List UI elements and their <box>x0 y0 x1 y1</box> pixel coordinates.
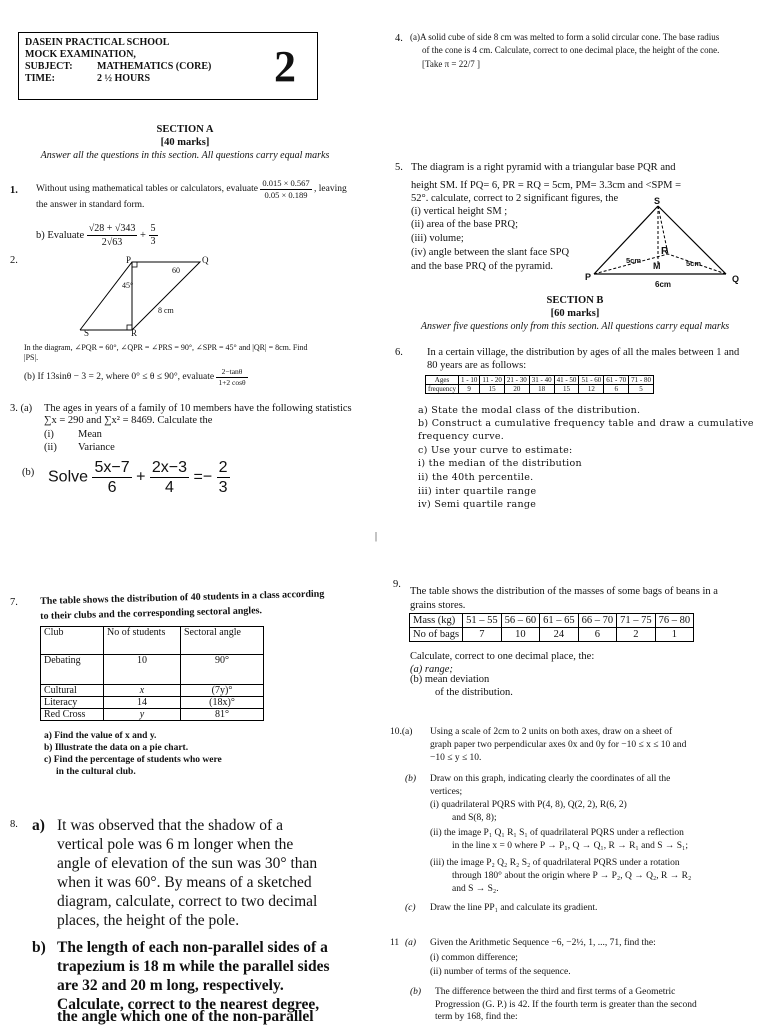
q4-text3: [Take π = 22/7 ] <box>422 59 480 69</box>
q2-label-r: R <box>131 328 138 338</box>
q6-cell: 15 <box>480 385 505 394</box>
q3-i-text: Mean <box>78 429 102 440</box>
q10-biii3: and S → S₂. <box>452 884 499 894</box>
q11-number: 11 <box>390 938 400 948</box>
q6-cell: 1 - 10 <box>458 376 479 385</box>
q6-cell: 11 - 20 <box>480 376 505 385</box>
q3b-frac3 <box>217 458 230 497</box>
q3b-frac2 <box>150 458 189 497</box>
section-a-instruction: Answer all the questions in this section. All questions carry equal marks <box>40 150 330 161</box>
q6-cell: Ages <box>426 376 459 385</box>
q3b-frac2-num: 2x−3 <box>151 459 188 476</box>
q7-text2: to their clubs and the corresponding sectoral angles. <box>40 605 263 622</box>
q5-label-5cm-left: 5cm <box>626 256 642 265</box>
q4-text1: (a)A solid cube of side 8 cm was melted to form a solid circular cone. The base radius <box>410 32 720 42</box>
q5-label-6cm: 6cm <box>655 280 672 289</box>
q6-cell: 21 - 30 <box>504 376 529 385</box>
q5-iii: (iii) volume; <box>411 233 464 244</box>
q10-a2: graph paper two perpendicular axes 0x and 0y for −10 ≤ x ≤ 10 and <box>430 740 687 750</box>
q5-text3: 52°. calculate, correct to 2 significant figures, the <box>411 193 619 204</box>
q2b <box>24 367 248 388</box>
q6-table-row-ages <box>426 376 654 385</box>
q1a-text <box>36 178 347 201</box>
q9-a: (a) range; <box>410 664 453 675</box>
q11-aii: (ii) number of terms of the sequence. <box>430 967 571 977</box>
q2b-text: (b) If 13sinθ − 3 = 2, where 0° ≤ θ ≤ 90°, evaluate <box>24 372 215 382</box>
q6-text2: 80 years are as follows: <box>427 360 527 371</box>
q5-label-m: M <box>653 261 661 271</box>
q9-text3: Calculate, correct to one decimal place, the: <box>410 651 595 662</box>
q4-text2: of the cone is 4 cm. Calculate, correct to one decimal place, the height of the cone. <box>422 45 720 55</box>
q5-number: 5. <box>395 162 403 173</box>
q7-cell: Debating <box>41 655 104 685</box>
q7-cell: (18x)° <box>181 697 264 709</box>
q11-b-label: (b) <box>410 987 422 997</box>
q8-a6: places, the height of the pole. <box>57 912 240 929</box>
q1a-denominator: 0.05 × 0.189 <box>264 190 308 200</box>
q5-text2: height SM. If PQ= 6, PR = RQ = 5cm, PM= 3.3cm and <SPM = <box>411 180 682 191</box>
q9-mass-table <box>409 613 694 642</box>
q6-cell: 41 - 50 <box>554 376 579 385</box>
q5-text1: The diagram is a right pyramid with a triangular base PQR and <box>411 162 676 173</box>
q6-a: a) State the modal class of the distribution. <box>418 405 641 416</box>
q1a-text2: the answer in standard form. <box>36 200 145 210</box>
q7-number: 7. <box>10 597 18 608</box>
q6-ciii: iii) inter quartile range <box>418 486 537 497</box>
q2-side-8cm: 8 cm <box>158 306 174 315</box>
q9-text1: The table shows the distribution of the masses of some bags of beans in a <box>410 586 718 597</box>
q5-label-q: Q <box>732 274 740 284</box>
q9-cell: 61 – 65 <box>540 614 579 628</box>
q7-header-row <box>41 627 264 655</box>
q6-cell: 5 <box>629 385 654 394</box>
q8-b4: Calculate, correct to the nearest degree, <box>57 996 320 1013</box>
q6-ci: i) the median of the distribution <box>418 458 582 469</box>
q3-ii-text: Variance <box>78 442 115 453</box>
q6-number: 6. <box>395 347 403 358</box>
q2b-denominator: 1+2 cosθ <box>218 378 246 387</box>
q5-label-r: R <box>661 246 669 257</box>
q2a-text2: |PS|. <box>24 353 39 362</box>
q6-cell: 6 <box>604 385 629 394</box>
q11-b2: Progression (G. P.) is 42. If the fourth term is greater than the second <box>435 1000 697 1010</box>
q10-c: Draw the line PP₁ and calculate its gradient. <box>430 903 598 913</box>
q8-a4: when it was 60°. By means of a sketched <box>57 874 312 891</box>
q2b-fraction <box>216 367 247 388</box>
q3b-equation <box>48 458 230 497</box>
paper-number: 2 <box>274 42 296 91</box>
q1b-denominator: 2√63 <box>101 237 123 248</box>
subject-value: MATHEMATICS (CORE) <box>97 61 212 72</box>
q7-club-table <box>40 626 264 721</box>
q9-cell: 7 <box>463 628 502 642</box>
q9-cell: 1 <box>655 628 694 642</box>
time-value: 2 ½ HOURS <box>97 73 151 84</box>
q9-cell: 2 <box>617 628 656 642</box>
q3-ii: (ii) <box>44 442 57 453</box>
q8-b5: the angle which one of the non-parallel <box>57 1008 314 1025</box>
q1b-label: b) Evaluate <box>36 230 85 241</box>
q8-b1: The length of each non-parallel sides of a <box>57 939 328 956</box>
q7-cell: x <box>104 685 181 697</box>
q5-label-p: P <box>585 272 592 282</box>
q3b-plus: + <box>136 468 146 486</box>
q9-text2: grains stores. <box>410 600 466 611</box>
q1-number: 1. <box>10 185 18 196</box>
q10-c-label: (c) <box>405 903 416 913</box>
q6-cell: 9 <box>458 385 479 394</box>
q6-civ: iv) Semi quartile range <box>418 499 537 510</box>
q6-cell: 20 <box>504 385 529 394</box>
q9-cell: 51 – 55 <box>463 614 502 628</box>
q1b-plus: + <box>139 230 146 241</box>
q6-c: c) Use your curve to estimate: <box>418 445 573 456</box>
q8-a2: vertical pole was 6 m longer when the <box>57 836 294 853</box>
q10-bi1: (i) quadrilateral PQRS with P(4, 8), Q(2, 2), R(6, 2) <box>430 800 627 810</box>
q9-cell: 6 <box>578 628 617 642</box>
q3b-frac3-num: 2 <box>218 459 228 476</box>
q6-b2: frequency curve. <box>418 431 505 442</box>
q9-b: (b) mean deviation <box>410 674 490 685</box>
q5-i: (i) vertical height SM ; <box>411 206 508 217</box>
q6-cell: 61 - 70 <box>604 376 629 385</box>
q3b-frac1-num: 5x−7 <box>94 459 130 476</box>
q7-c1: c) Find the percentage of students who were <box>44 755 222 765</box>
q7-cell: (7y)° <box>181 685 264 697</box>
q8-a3: angle of elevation of the sun was 30° than <box>57 855 318 872</box>
q3b-frac3-den: 3 <box>218 479 228 496</box>
section-b-title: SECTION B <box>546 295 604 306</box>
q10-bii1: (ii) the image P₁ Q₁ R₁ S₁ of quadrilateral PQRS under a reflection <box>430 828 684 838</box>
q6-b1: b) Construct a cumulative frequency table and draw a cumulative <box>418 418 754 429</box>
q9-cell: 76 – 80 <box>655 614 694 628</box>
q6-cell: 71 - 80 <box>629 376 654 385</box>
q5-pyramid-diagram <box>590 196 740 288</box>
q8-a-label: a) <box>32 817 45 834</box>
q9-number: 9. <box>393 579 401 590</box>
q2-label-s: S <box>84 328 90 338</box>
q7-a: a) Find the value of x and y. <box>44 731 157 741</box>
q6-table-row-frequency <box>426 385 654 394</box>
q7-cell: 10 <box>104 655 181 685</box>
q10-bii2: in the line x = 0 where P → P₁, Q → Q₁, R → R₁ and S → S₁; <box>452 841 688 851</box>
section-a-marks: [40 marks] <box>160 137 210 148</box>
q1a-fraction <box>260 178 311 201</box>
q10-bi2: and S(8, 8); <box>452 813 497 823</box>
q2-angle-60: 60 <box>172 266 180 275</box>
q7-cell: Literacy <box>41 697 104 709</box>
q5-ii: (ii) area of the base PRQ; <box>411 219 519 230</box>
q1b-denominator2: 3 <box>150 236 156 247</box>
q9-cell: 66 – 70 <box>578 614 617 628</box>
q6-cell: frequency <box>426 385 459 394</box>
q5-label-s: S <box>654 196 661 206</box>
q8-b2: trapezium is 18 m while the parallel sides <box>57 958 330 975</box>
q7-c2: in the cultural club. <box>56 767 136 777</box>
q7-row-cultural <box>41 685 264 697</box>
time-label: TIME: <box>25 73 55 84</box>
q7-header-cell: No of students <box>104 627 181 655</box>
q6-text1: In a certain village, the distribution by ages of all the males between 1 and <box>427 347 740 358</box>
q6-cii: ii) the 40th percentile. <box>418 472 534 483</box>
q6-cell: 18 <box>529 385 554 394</box>
q6-cell: 51 - 60 <box>579 376 604 385</box>
q1b-fraction2 <box>149 223 158 248</box>
q10-number: 10.(a) <box>390 727 413 737</box>
q2-label-q: Q <box>202 255 209 265</box>
exam-header-box <box>18 32 318 100</box>
q9-cell: No of bags <box>410 628 463 642</box>
q1b-fraction <box>87 222 138 249</box>
q7-cell: 81° <box>181 709 264 721</box>
q3-i: (i) <box>44 429 54 440</box>
q3b-frac1 <box>92 458 131 497</box>
q3b-frac2-den: 4 <box>164 479 174 496</box>
q10-biii1: (iii) the image P₂ Q₂ R₂ S₂ of quadrilateral PQRS under a rotation <box>430 858 680 868</box>
q6-cell: 31 - 40 <box>529 376 554 385</box>
q5-label-5cm-right: 5cm <box>686 259 702 268</box>
section-a-title: SECTION A <box>156 124 214 135</box>
q6-cell: 15 <box>554 385 579 394</box>
q8-b-label: b) <box>32 939 46 956</box>
q9-cell: 71 – 75 <box>617 614 656 628</box>
q2-number: 2. <box>10 255 18 266</box>
q10-biii2: through 180° about the origin where P → P₂, Q → Q₂, R → R₂ <box>452 871 692 881</box>
q7-cell: Red Cross <box>41 709 104 721</box>
q7-header-cell: Sectoral angle <box>181 627 264 655</box>
subject-label: SUBJECT: <box>25 61 73 72</box>
q10-b1: Draw on this graph, indicating clearly the coordinates of all the <box>430 774 671 784</box>
q5-iv2: and the base PRQ of the pyramid. <box>411 261 554 272</box>
q3-text1: The ages in years of a family of 10 members have the following statistics <box>44 403 352 414</box>
q2b-numerator: 2−tanθ <box>216 367 247 378</box>
q7-cell: 14 <box>104 697 181 709</box>
q7-header-cell: Club <box>41 627 104 655</box>
q3-number: 3. (a) <box>10 403 33 414</box>
q1a-tail: , leaving <box>314 184 347 194</box>
page-divider-mark: | <box>375 531 378 542</box>
q2-label-p: P <box>126 255 132 265</box>
q9-cell: Mass (kg) <box>410 614 463 628</box>
q6-cell: 12 <box>579 385 604 394</box>
q6-frequency-table <box>425 375 654 394</box>
q4-number: 4. <box>395 33 403 44</box>
q11-a-label: (a) <box>405 938 417 948</box>
q1a-prompt: Without using mathematical tables or calculators, evaluate <box>36 184 258 194</box>
q7-cell: 90° <box>181 655 264 685</box>
q7-b: b) Illustrate the data on a pie chart. <box>44 743 189 753</box>
q9-cell: 10 <box>501 628 540 642</box>
q5-iv1: (iv) angle between the slant face SPQ <box>411 247 570 258</box>
school-name: DASEIN PRACTICAL SCHOOL <box>25 37 170 48</box>
q7-row-literacy <box>41 697 264 709</box>
q7-row-debating <box>41 655 264 685</box>
q11-ai: (i) common difference; <box>430 953 518 963</box>
q3b-frac1-den: 6 <box>107 479 117 496</box>
section-b-instruction: Answer five questions only from this section. All questions carry equal marks <box>420 321 730 332</box>
q3b-equals: =− <box>193 468 213 486</box>
q7-cell: y <box>104 709 181 721</box>
q10-b2: vertices; <box>430 787 463 797</box>
exam-name: MOCK EXAMINATION, <box>25 49 136 60</box>
q3-b-label: (b) <box>22 467 35 478</box>
q7-cell: Cultural <box>41 685 104 697</box>
section-b-marks: [60 marks] <box>550 308 600 319</box>
q1a-numerator: 0.015 × 0.567 <box>262 178 310 188</box>
q10-a3: −10 ≤ y ≤ 10. <box>430 753 482 763</box>
q9-b2: of the distribution. <box>435 687 513 698</box>
q8-a1: It was observed that the shadow of a <box>57 817 283 834</box>
q11-a: Given the Arithmetic Sequence −6, −2½, 1, ..., 71, find the: <box>430 938 656 948</box>
q2-angle-45: 45° <box>122 281 134 290</box>
q9-cell: 56 – 60 <box>501 614 540 628</box>
q8-number: 8. <box>10 819 18 830</box>
q10-b-label: (b) <box>405 774 417 784</box>
q2a-text1: In the diagram, ∠PQR = 60°, ∠QPR = ∠PRS = 90°, ∠SPR = 45° and |QR| = 8cm. Find <box>24 343 308 352</box>
q9-table-row-bags <box>410 628 694 642</box>
q11-b3: term by 168, find the: <box>435 1012 518 1022</box>
q3-text2: ∑x = 290 and ∑x² = 8469. Calculate the <box>44 415 213 426</box>
q7-text1: The table shows the distribution of 40 students in a class according <box>40 588 325 607</box>
q3b-solve: Solve <box>48 468 89 486</box>
q9-cell: 24 <box>540 628 579 642</box>
q1b <box>36 222 158 249</box>
q8-a5: diagram, calculate, correct to two decimal <box>57 893 318 910</box>
q7-row-red-cross <box>41 709 264 721</box>
q1b-numerator: √28 + √343 <box>88 223 136 234</box>
q8-b3: are 32 and 20 m long, respectively. <box>57 977 284 994</box>
q9-table-row-mass <box>410 614 694 628</box>
q2-quadrilateral-diagram <box>70 252 220 342</box>
q10-a1: Using a scale of 2cm to 2 units on both axes, draw on a sheet of <box>430 727 673 737</box>
q11-b1: The difference between the third and first terms of a Geometric <box>435 987 676 997</box>
q1b-numerator2: 5 <box>150 223 156 234</box>
